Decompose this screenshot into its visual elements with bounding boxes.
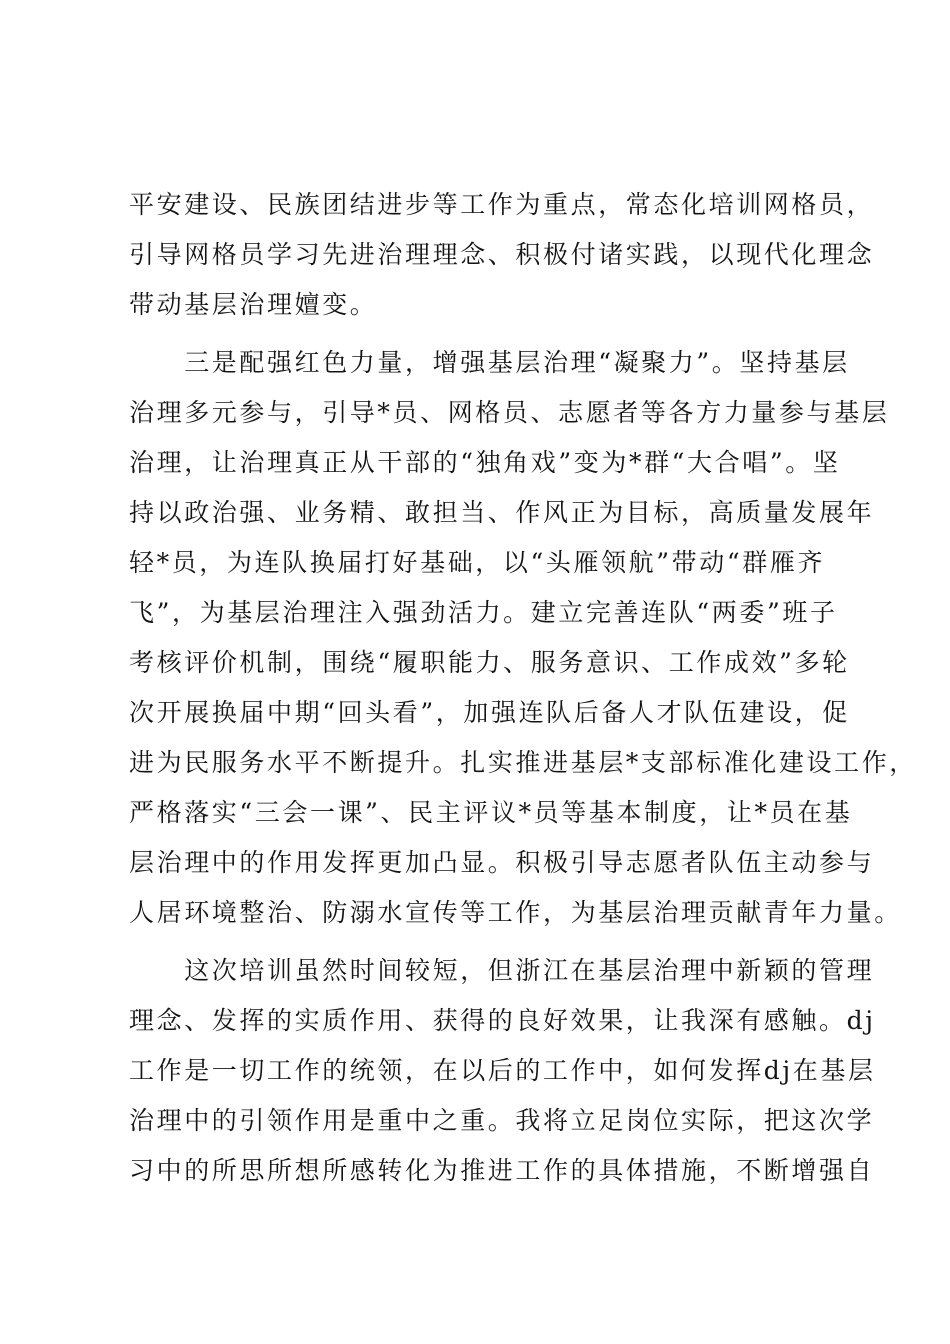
text-line: 理念、发挥的实质作用、获得的良好效果，让我深有感触。dj — [129, 1006, 876, 1035]
text-line: 治理多元参与，引导*员、网格员、志愿者等各方力量参与基层 — [129, 398, 890, 427]
text-line: 人居环境整治、防溺水宣传等工作，为基层治理贡献青年力量。 — [129, 898, 902, 927]
text-line: 带动基层治理嬗变。 — [129, 290, 378, 319]
text-line: 这次培训虽然时间较短，但浙江在基层治理中新颖的管理 — [129, 956, 875, 985]
paragraph-spacer — [129, 938, 849, 946]
text-line: 考核评价机制，围绕“履职能力、服务意识、工作成效”多轮 — [129, 648, 850, 677]
paragraph-spacer — [129, 330, 849, 338]
text-line: 飞”，为基层治理注入强劲活力。建立完善连队“两委”班子 — [129, 598, 838, 627]
text-line: 层治理中的作用发挥更加凸显。积极引导志愿者队伍主动参与 — [129, 848, 875, 877]
text-line: 次开展换届中期“回头看”，加强连队后备人才队伍建设，促 — [129, 698, 850, 727]
paragraph-1 — [129, 180, 875, 330]
text-line: 工作是一切工作的统领，在以后的工作中，如何发挥dj在基层 — [129, 1056, 876, 1085]
paragraph-3 — [129, 946, 876, 1196]
text-line: 严格落实“三会一课”、民主评议*员等基本制度，让*员在基 — [129, 798, 853, 827]
text-line: 三是配强红色力量，增强基层治理“凝聚力”。坚持基层 — [129, 348, 850, 377]
text-line: 引导网格员学习先进治理理念、积极付诸实践，以现代化理念 — [129, 240, 875, 269]
text-line: 治理，让治理真正从干部的“独角戏”变为*群“大合唱”。坚 — [129, 448, 841, 477]
text-line: 持以政治强、业务精、敢担当、作风正为目标，高质量发展年 — [129, 498, 875, 527]
paragraph-2 — [129, 338, 917, 938]
text-line: 进为民服务水平不断提升。扎实推进基层*支部标准化建设工作， — [129, 748, 917, 777]
text-line: 平安建设、民族团结进步等工作为重点，常态化培训网格员， — [129, 190, 875, 219]
text-line: 轻*员，为连队换届打好基础，以“头雁领航”带动“群雁齐 — [129, 548, 826, 577]
text-line: 治理中的引领作用是重中之重。我将立足岗位实际，把这次学 — [129, 1106, 875, 1135]
document-body — [129, 180, 917, 1196]
text-line: 习中的所思所想所感转化为推进工作的具体措施，不断增强自 — [129, 1156, 875, 1185]
